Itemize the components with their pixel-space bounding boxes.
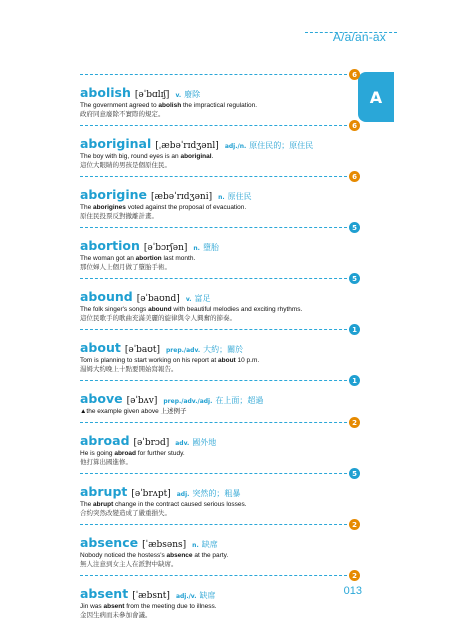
dictionary-entry — [80, 525, 352, 569]
example-keyword: abrupt — [93, 501, 114, 508]
example-english — [80, 602, 352, 611]
entry-separator — [80, 172, 357, 181]
letter-tab[interactable]: A — [358, 72, 394, 122]
entry-separator — [80, 418, 357, 427]
chinese-gloss: 墮胎 — [202, 243, 219, 252]
level-badge: 6 — [349, 171, 360, 182]
example-chinese: 合約突然改變造成了嚴重損失。 — [80, 509, 171, 517]
example-text: for further study. — [136, 450, 185, 457]
part-of-speech: adj./n. — [224, 143, 247, 150]
example-keyword: about — [218, 357, 236, 364]
entry-head — [80, 187, 352, 202]
page-number: 013 — [343, 585, 362, 597]
example-chinese: 這位民歌手的歌曲充滿美麗的旋律與令人興奮的節奏。 — [80, 314, 236, 322]
entry-separator — [80, 325, 357, 334]
example-english — [80, 407, 352, 416]
part-of-speech: prep./adv./adj. — [163, 398, 213, 405]
pronunciation: [ˈæbsnt] — [132, 591, 170, 601]
example-english — [80, 449, 352, 458]
example-chinese: 他打算出國進修。 — [80, 458, 132, 466]
part-of-speech: adj./v. — [175, 593, 197, 600]
example-text: The folk singer's songs — [80, 306, 149, 313]
entry-head — [80, 340, 352, 355]
entry-head — [80, 238, 352, 253]
chinese-gloss: 突然的；粗暴 — [192, 489, 241, 498]
section-range-label: A/a/an-ax — [332, 30, 386, 44]
chinese-gloss: 廢除 — [184, 90, 201, 99]
dictionary-entry — [80, 279, 352, 323]
example-chinese: 那位婦人上個月做了墮胎手術。 — [80, 263, 171, 271]
example-english — [80, 152, 352, 161]
entry-separator — [80, 469, 357, 478]
example-keyword: absence — [166, 552, 193, 559]
pronunciation: [əˈbrɔd] — [133, 438, 170, 448]
example-chinese: 無人注意到女主人在派對中缺席。 — [80, 560, 178, 568]
entry-separator — [80, 376, 357, 385]
pronunciation: [əˈbɔrʃən] — [143, 243, 188, 253]
example-chinese: 原住民投票反對撤離計畫。 — [80, 212, 158, 220]
example-text: last month. — [161, 255, 196, 262]
headword[interactable]: aboriginal — [80, 136, 152, 151]
example-text: Nobody noticed the hostess's — [80, 552, 167, 559]
example-chinese: 湯姆大約晚上十點要開始寫報告。 — [80, 365, 178, 373]
headword[interactable]: absence — [80, 535, 139, 550]
entry-head — [80, 484, 352, 499]
level-badge: 2 — [349, 519, 360, 530]
dictionary-entry — [80, 474, 352, 518]
chinese-gloss: 缺席 — [201, 540, 218, 549]
headword[interactable]: aborigine — [80, 187, 148, 202]
part-of-speech: n. — [218, 194, 225, 201]
headword[interactable]: abrupt — [80, 484, 128, 499]
example-text: change in the contract caused serious losses. — [113, 501, 247, 508]
example-english — [80, 305, 352, 314]
example-keyword: aborigines — [93, 204, 126, 211]
example-keyword: abortion — [135, 255, 162, 262]
headword[interactable]: abortion — [80, 238, 140, 253]
chinese-gloss: 國外地 — [192, 438, 217, 447]
example-chinese: 這位大眼睛的男孩是個原住民。 — [80, 161, 171, 169]
example-text: the impractical regulation. — [181, 102, 258, 109]
entry-head — [80, 433, 352, 448]
example-text: with beautiful melodies and exciting rhythms. — [171, 306, 303, 313]
headword[interactable]: abroad — [80, 433, 130, 448]
level-badge: 1 — [349, 375, 360, 386]
level-badge: 5 — [349, 468, 360, 479]
part-of-speech: v. — [175, 92, 182, 99]
headword[interactable]: abolish — [80, 85, 131, 100]
entry-separator — [80, 520, 357, 529]
entry-separator — [80, 571, 357, 580]
headword[interactable]: abound — [80, 289, 133, 304]
example-english — [80, 356, 352, 365]
part-of-speech: n. — [193, 245, 200, 252]
example-keyword: abound — [148, 306, 172, 313]
entry-head — [80, 535, 352, 550]
level-badge: 6 — [349, 69, 360, 80]
example-text: The boy with big, round eyes is an — [80, 153, 181, 160]
example-keyword: abroad — [114, 450, 136, 457]
example-text: . — [211, 153, 214, 160]
example-text: He is going — [80, 450, 115, 457]
pronunciation: [əˈbrʌpt] — [131, 489, 171, 499]
entry-head — [80, 586, 352, 601]
entry-separator — [80, 70, 357, 79]
dictionary-entry — [80, 423, 352, 467]
example-text: Tom is planning to start working on his report at — [80, 357, 219, 364]
pronunciation: [ˈæbsəns] — [142, 540, 187, 550]
pronunciation: [əˈbaʊnd] — [136, 294, 180, 304]
example-chinese: 金因生病而未參加會議。 — [80, 611, 152, 619]
dictionary-entry — [80, 177, 352, 221]
dictionary-entry — [80, 330, 352, 374]
part-of-speech: v. — [185, 296, 192, 303]
example-english — [80, 500, 352, 509]
chinese-gloss: 在上面；超過 — [215, 396, 264, 405]
entry-head — [80, 391, 352, 406]
example-text: The government agreed to — [80, 102, 159, 109]
headword[interactable]: above — [80, 391, 123, 406]
example-keyword: abolish — [158, 102, 182, 109]
entry-head — [80, 85, 352, 100]
entry-separator — [80, 121, 357, 130]
example-text: voted against the proposal of evacuation. — [125, 204, 247, 211]
example-text: at the party. — [192, 552, 229, 559]
part-of-speech: adj. — [176, 491, 190, 498]
example-text: The — [80, 204, 94, 211]
example-chinese: 政府同意廢除不實際的規定。 — [80, 110, 165, 118]
example-english — [80, 254, 352, 263]
pronunciation: [ˌæbəˈrɪdʒənl] — [155, 141, 219, 151]
part-of-speech: n. — [192, 542, 199, 549]
chinese-gloss: 缺席 — [199, 591, 216, 600]
entry-head — [80, 289, 352, 304]
level-badge: 5 — [349, 222, 360, 233]
level-badge: 6 — [349, 120, 360, 131]
dictionary-entry — [80, 228, 352, 272]
example-english — [80, 551, 352, 560]
level-badge: 2 — [349, 417, 360, 428]
example-english — [80, 203, 352, 212]
example-text: ▲the example given above — [80, 408, 159, 415]
dictionary-entry — [80, 126, 352, 170]
dictionary-entry — [80, 381, 352, 416]
chinese-gloss: 大約；關於 — [203, 345, 244, 354]
example-text: 10 p.m. — [235, 357, 260, 364]
entry-head — [80, 136, 352, 151]
entry-separator — [80, 223, 357, 232]
example-text: Jin was — [80, 603, 104, 610]
example-keyword: aboriginal — [180, 153, 212, 160]
dictionary-entry — [80, 576, 352, 620]
example-text: The woman got an — [80, 255, 136, 262]
headword[interactable]: absent — [80, 586, 129, 601]
part-of-speech: adv. — [175, 440, 190, 447]
pronunciation: [əˈbaʊt] — [124, 345, 161, 355]
chinese-gloss: 原住民的；原住民 — [249, 141, 314, 150]
pronunciation: [əˈbʌv] — [126, 396, 158, 406]
headword[interactable]: about — [80, 340, 121, 355]
level-badge: 5 — [349, 273, 360, 284]
example-text: 上述例子 — [158, 408, 187, 415]
pronunciation: [əˈbɑlɪʃ] — [134, 90, 170, 100]
dictionary-entry — [80, 75, 352, 119]
part-of-speech: prep./adv. — [166, 347, 201, 354]
example-text: The — [80, 501, 94, 508]
entry-separator — [80, 274, 357, 283]
chinese-gloss: 原住民 — [227, 192, 252, 201]
example-keyword: absent — [103, 603, 125, 610]
level-badge: 1 — [349, 324, 360, 335]
pronunciation: [æbəˈrɪdʒəni] — [151, 192, 213, 202]
example-text: from the meeting due to illness. — [124, 603, 217, 610]
chinese-gloss: 富足 — [194, 294, 211, 303]
level-badge: 2 — [349, 570, 360, 581]
example-english — [80, 101, 352, 110]
